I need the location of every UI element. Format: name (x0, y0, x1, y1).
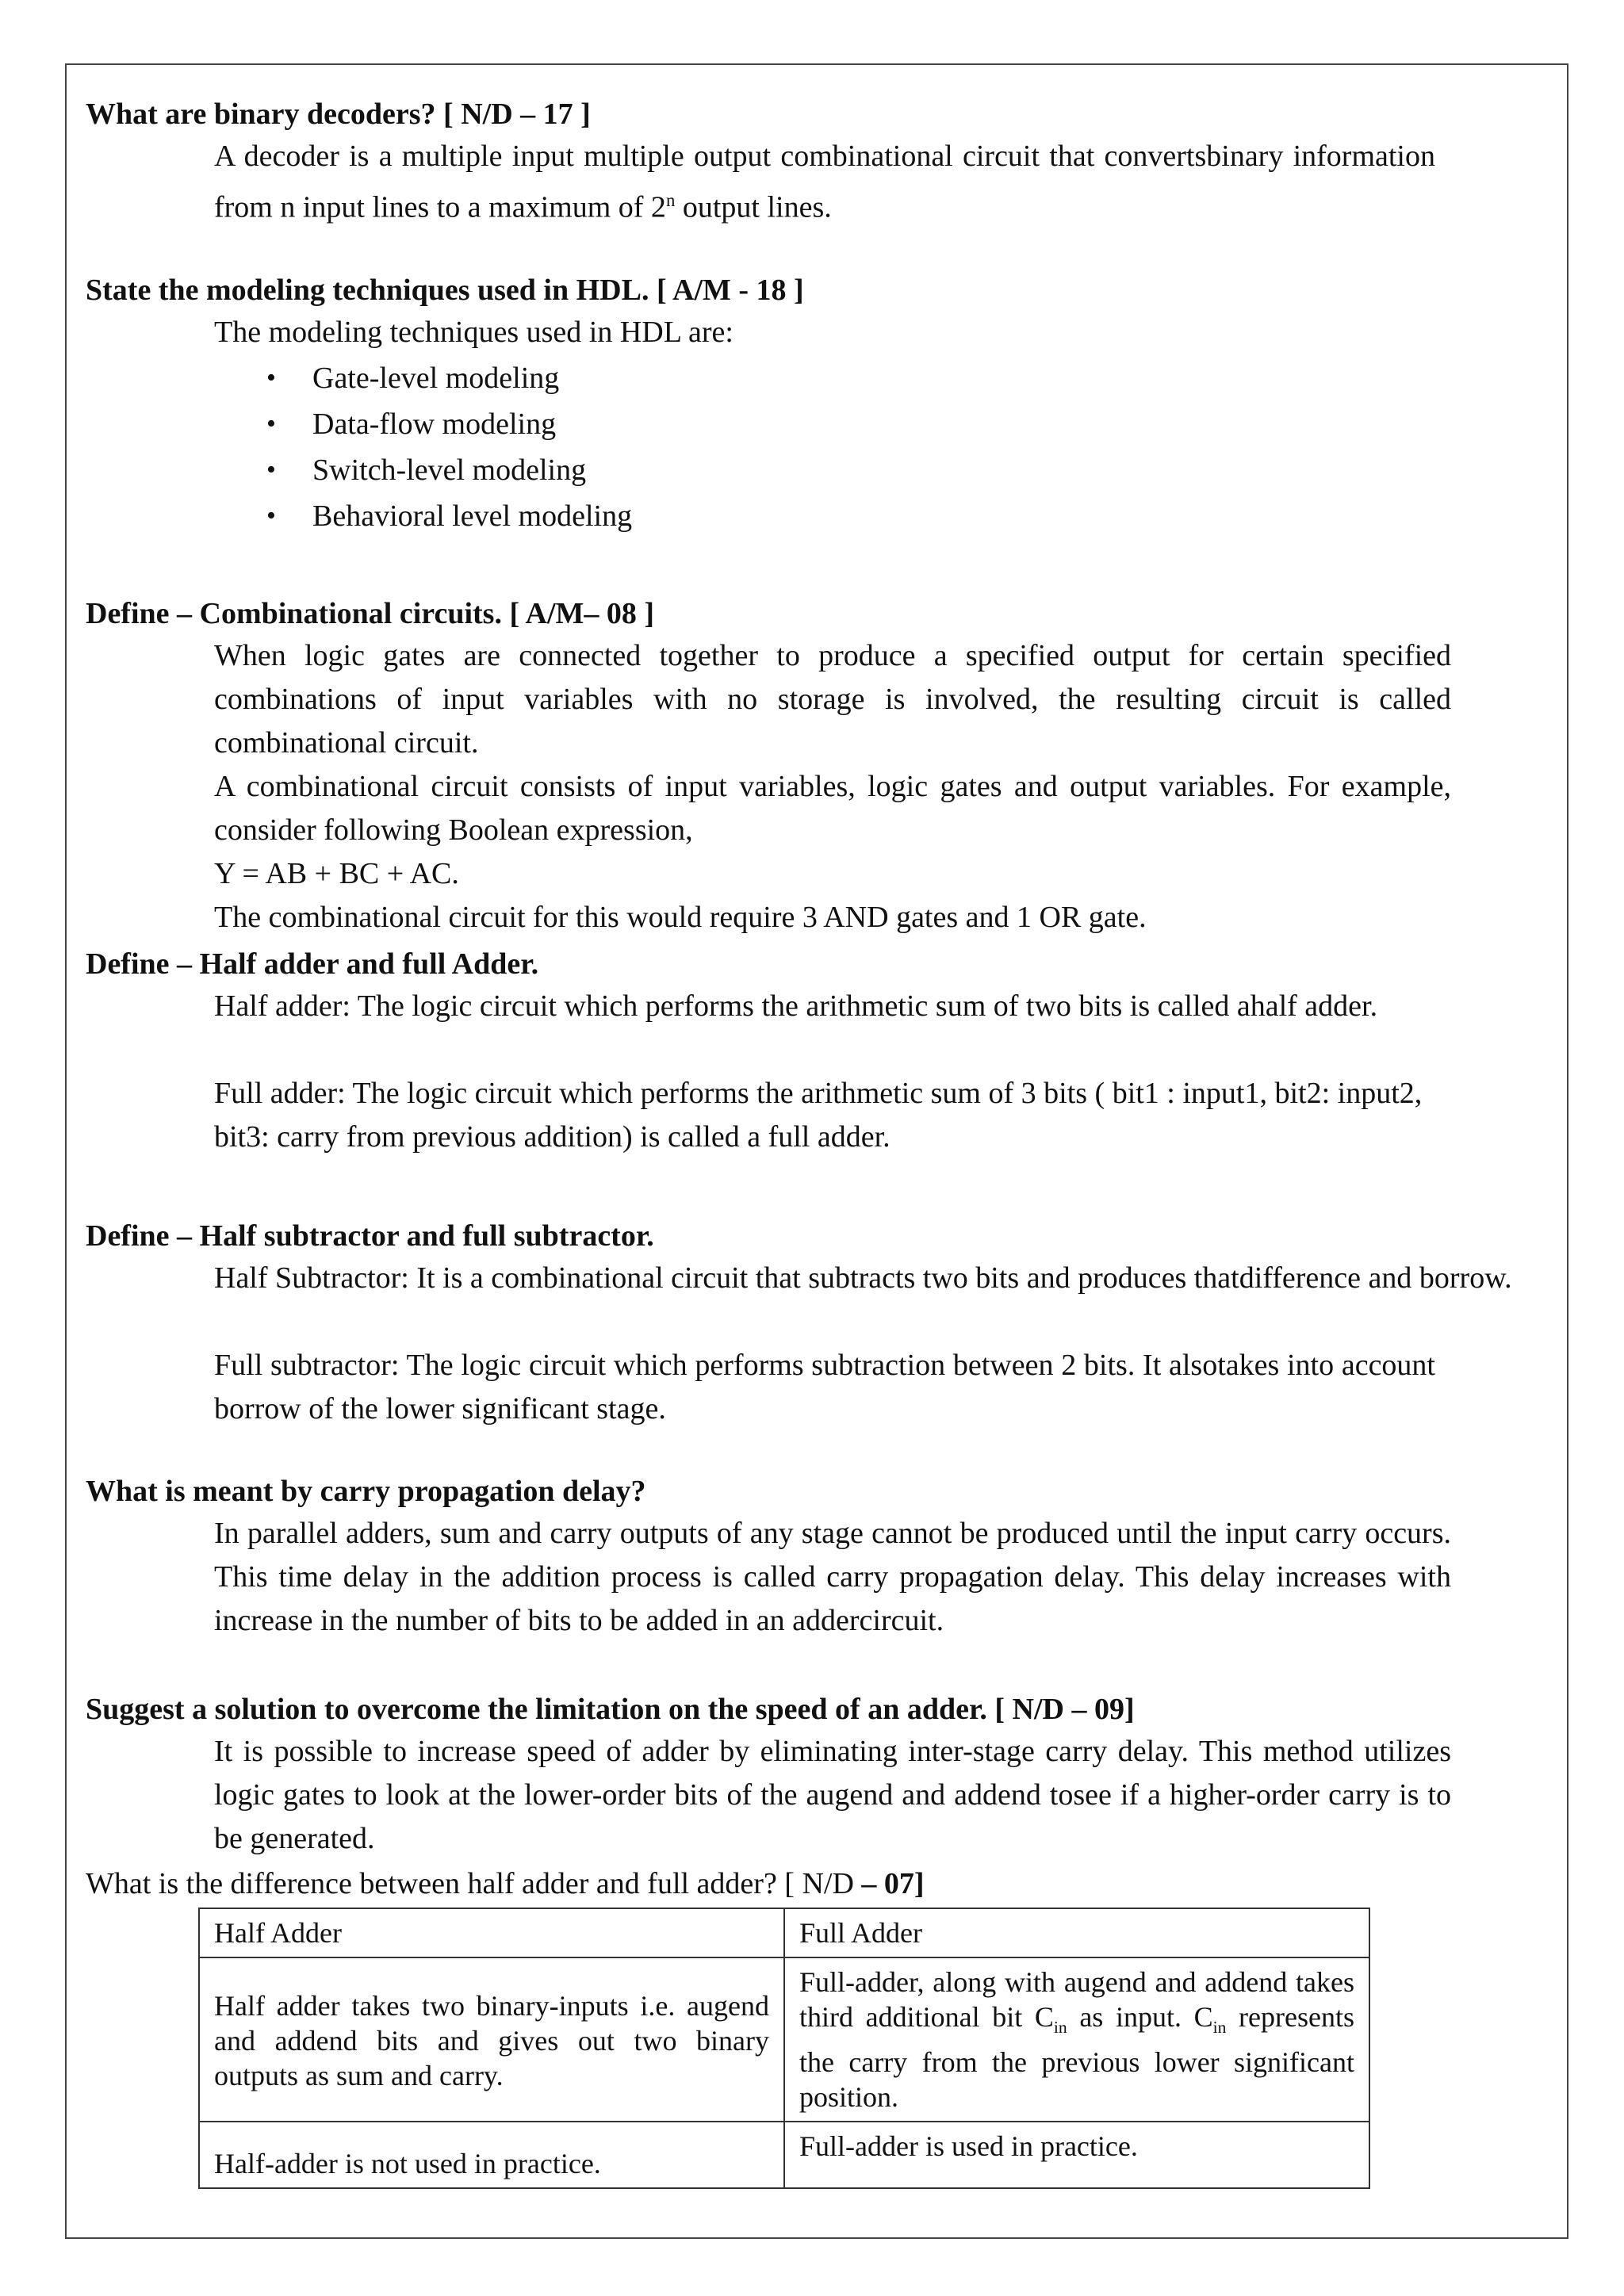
list-item: • Data-flow modeling (214, 401, 632, 447)
carry-propagation-paragraph: In parallel adders, sum and carry outputs of any stage cannot be produced until the input carry occurs. This time delay in the addition process is called carry propagation delay. This delay increases with increase in the number of bits to be added in an addercircuit. (214, 1517, 1451, 1637)
heading-carry-propagation-delay: What is meant by carry propagation delay? (86, 1475, 646, 1508)
full-adder-definition: Full adder: The logic circuit which performs the arithmetic sum of 3 bits ( bit1 : input1, bit2: input2, bit3: carry from previous addition) is called a full adder. (214, 1077, 1423, 1154)
hdl-bullet-list (214, 355, 632, 539)
table-header-half-adder: Half Adder (199, 1908, 784, 1957)
table-cell-half-adder-inputs: Half adder takes two binary-inputs i.e. augend and addend bits and gives out two binary outputs as sum and carry. (199, 1957, 784, 2122)
heading-adder-speed-solution: Suggest a solution to overcome the limitation on the speed of an adder. [ N/D – 09] (86, 1693, 1135, 1726)
adder-speed-paragraph: It is possible to increase speed of adder by eliminating inter-stage carry delay. This method utilizes logic gates to look at the lower-order bits of the augend and addend tosee if a higher-order carry is to be generated. (214, 1735, 1451, 1855)
half-subtractor-definition: Half Subtractor: It is a combinational circuit that subtracts two bits and produces thatdifference and borrow. (214, 1261, 1512, 1295)
table-row (199, 1957, 1369, 2122)
paragraph-binary-decoders: A decoder is a multiple input multiple output combinational circuit that convertsbinary information from n input lines to a maximum of 2$^n$ output lines. (214, 140, 1435, 224)
list-item: • Switch-level modeling (214, 447, 632, 493)
table-cell-full-adder-practice: Full-adder is used in practice. (784, 2122, 1369, 2188)
combinational-paragraph-1: When logic gates are connected together to produce a specified output for certain specified combinations of input variables with no storage is involved, the resulting circuit is called combinational circuit. (214, 639, 1451, 760)
table-cell-half-adder-practice: Half-adder is not used in practice. (199, 2122, 784, 2188)
heading-half-vs-full-adder: What is the difference between half adder and full adder? [ N/D – 07] (86, 1867, 925, 1900)
combinational-paragraph-3: The combinational circuit for this would require 3 AND gates and 1 OR gate. (214, 901, 1147, 934)
boolean-equation: Y = AB + BC + AC. (214, 857, 459, 890)
heading-combinational-circuits: Define – Combinational circuits. [ A/M– 08 ] (86, 597, 655, 630)
heading-hdl-modeling: State the modeling techniques used in HDL. [ A/M - 18 ] (86, 274, 804, 307)
table-header-full-adder: Full Adder (784, 1908, 1369, 1957)
heading-binary-decoders: What are binary decoders? [ N/D – 17 ] (86, 98, 591, 131)
list-item: • Gate-level modeling (214, 355, 632, 401)
table-header-row (199, 1908, 1369, 1957)
full-subtractor-definition: Full subtractor: The logic circuit which performs subtraction between 2 bits. It alsotakes into account borrow of the lower significant stage. (214, 1349, 1435, 1425)
hdl-intro: The modeling techniques used in HDL are: (214, 316, 733, 349)
table-row (199, 2122, 1369, 2188)
comparison-table (198, 1908, 1370, 2189)
table-cell-full-adder-inputs: Full-adder, along with augend and addend takes third additional bit $C_{in}$ as input. $C_{in}$ represents the carry from the previous lower significant position. (784, 1957, 1369, 2122)
combinational-paragraph-2: A combinational circuit consists of input variables, logic gates and output variables. For example, consider following Boolean expression, (214, 770, 1451, 847)
half-adder-definition: Half adder: The logic circuit which performs the arithmetic sum of two bits is called ahalf adder. (214, 989, 1378, 1023)
heading-half-full-adder: Define – Half adder and full Adder. (86, 947, 539, 981)
heading-half-full-subtractor: Define – Half subtractor and full subtractor. (86, 1219, 654, 1253)
list-item: • Behavioral level modeling (214, 493, 632, 539)
